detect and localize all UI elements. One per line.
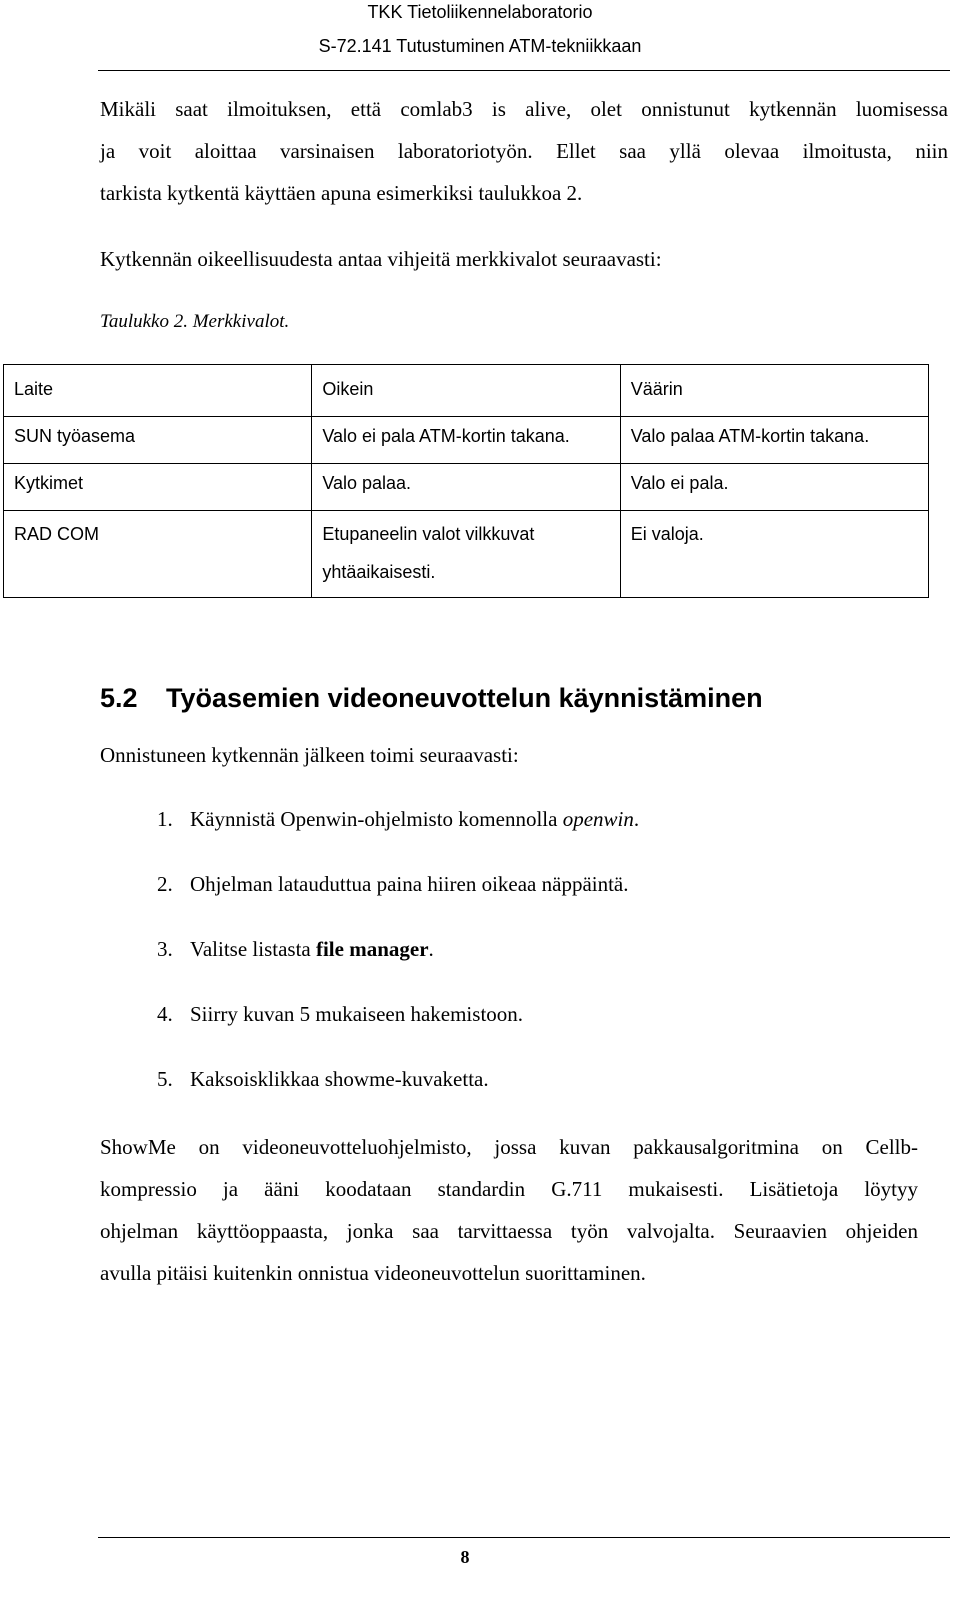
section-heading (100, 678, 763, 718)
intro-paragraph (100, 88, 948, 214)
section-title: Työasemien videoneuvottelun käynnistäminen (166, 683, 763, 713)
list-item-text: . (428, 937, 434, 961)
paragraph-line: avulla pitäisi kuitenkin onnistua videoneuvottelun suorittaminen. (100, 1261, 646, 1285)
list-item-text: Kaksoisklikkaa showme-kuvaketta. (190, 1067, 489, 1091)
table-header-row (4, 365, 929, 417)
header-course-name: S-72.141 Tutustuminen ATM-tekniikkaan (318, 36, 642, 56)
paragraph-line: tarkista kytkentä käyttäen apuna esimerkiksi taulukkoa 2. (100, 181, 583, 205)
table-cell-line: Etupaneelin valot vilkkuvat (322, 524, 535, 544)
menu-option-name: file manager (315, 937, 429, 961)
indicator-intro-paragraph: Kytkennän oikeellisuudesta antaa vihjeitä merkkivalot seuraavasti: (100, 247, 662, 271)
list-item-text: Siirry kuvan 5 mukaiseen hakemistoon. (190, 1002, 524, 1026)
list-item (100, 798, 639, 863)
indicator-lights-table (3, 364, 929, 598)
page-number: 8 (460, 1547, 470, 1567)
paragraph-line: ja voit aloittaa varsinaisen laboratoriotyön. Ellet saa yllä olevaa ilmoitusta, niin (100, 139, 948, 163)
list-item-text: Ohjelman latauduttua paina hiiren oikeaa näppäintä. (190, 872, 629, 896)
paragraph-line: kompressio ja ääni koodataan standardin G.711 mukaisesti. Lisätietoja löytyy (100, 1177, 918, 1201)
table-row (4, 511, 929, 598)
list-item-text: Käynnistä Openwin-ohjelmisto komennolla (190, 807, 563, 831)
table-cell-line: yhtäaikaisesti. (322, 562, 436, 582)
table-cell: Valo ei pala. (620, 464, 928, 511)
command-name: openwin (562, 807, 634, 831)
table-cell: Valo ei pala ATM-kortin takana. (312, 417, 620, 464)
steps-list (100, 798, 639, 1123)
list-item (100, 1058, 639, 1123)
list-item-number: 1. (157, 807, 173, 831)
paragraph-line: Mikäli saat ilmoituksen, että comlab3 is alive, olet onnistunut kytkennän luomisessa (100, 97, 948, 121)
list-item-number: 3. (157, 937, 173, 961)
table-caption: Taulukko 2. Merkkivalot. (100, 311, 290, 332)
footer-rule (98, 1537, 950, 1538)
table-cell: Valo palaa ATM-kortin takana. (620, 417, 928, 464)
table-cell (312, 511, 620, 598)
list-item (100, 993, 639, 1058)
list-item-number: 4. (157, 1002, 173, 1026)
table-cell: SUN työasema (4, 417, 312, 464)
list-item (100, 863, 639, 928)
table-cell: Valo palaa. (312, 464, 620, 511)
table-cell: Ei valoja. (620, 511, 928, 598)
showme-paragraph (100, 1126, 918, 1294)
table-cell: Kytkimet (4, 464, 312, 511)
list-item-number: 2. (157, 872, 173, 896)
steps-intro: Onnistuneen kytkennän jälkeen toimi seuraavasti: (100, 743, 519, 767)
list-item (100, 928, 639, 993)
list-item-number: 5. (157, 1067, 173, 1091)
paragraph-line: ShowMe on videoneuvotteluohjelmisto, jossa kuvan pakkausalgoritmina on Cellb- (100, 1135, 918, 1159)
table-row (4, 417, 929, 464)
table-cell: RAD COM (4, 511, 312, 598)
section-number: 5.2 (100, 683, 138, 713)
table-row (4, 464, 929, 511)
header-lab-name: TKK Tietoliikennelaboratorio (367, 2, 593, 22)
list-item-text: . (633, 807, 640, 831)
table-header-cell: Laite (4, 365, 312, 417)
table-header-cell: Oikein (312, 365, 620, 417)
list-item-text: Valitse listasta (190, 937, 316, 961)
header-rule (98, 70, 950, 71)
table-header-cell: Väärin (620, 365, 928, 417)
paragraph-line: ohjelman käyttöoppaasta, jonka saa tarvittaessa työn valvojalta. Seuraavien ohjeiden (100, 1219, 918, 1243)
